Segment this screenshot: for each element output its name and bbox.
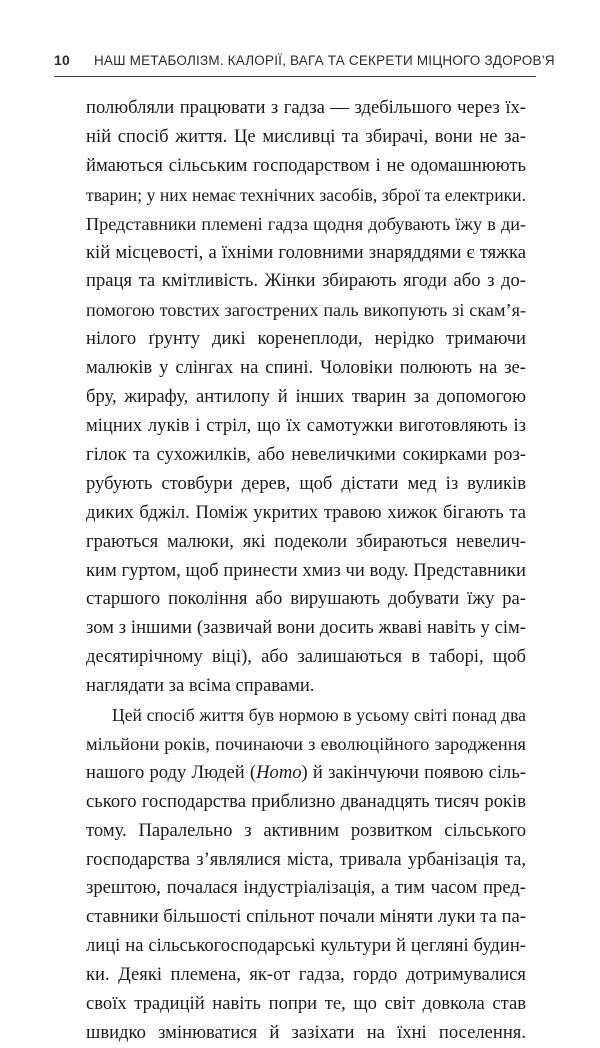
running-header <box>54 48 555 72</box>
text-line: міцних луків і стріл, що їх самотужки виготовляють із <box>86 414 526 436</box>
text-line: гілок та сухожилків, або невеличкими сокирками роз- <box>86 443 526 465</box>
page-number: 10 <box>54 52 70 68</box>
text-line: кій місцевості, а їхніми головними знаряддями є тяжка <box>86 241 526 263</box>
text-line: Цей спосіб життя був нормою в усьому світі понад два <box>112 705 526 726</box>
text-line: мільйони років, починаючи з еволюційного зародження <box>86 733 526 754</box>
text-line: помогою товстих загострених паль викопують зі скам’я- <box>86 300 526 321</box>
text-line: малюків у слінгах на спині. Чоловіки полюють на зе- <box>86 357 526 379</box>
text-line: диких бджіл. Поміж укритих травою хижок бігають та <box>86 501 526 523</box>
text-line: тварин; у них немає технічних засобів, зброї та електрики. <box>86 184 526 205</box>
text-line: ній спосіб життя. Це мисливці та збирачі, вони не за- <box>86 125 526 147</box>
paragraph-1 <box>86 94 526 701</box>
text-line: полюбляли працювати з гадза — здебільшого через їх- <box>86 97 526 118</box>
header-rule <box>54 76 536 77</box>
text-line: господарства з’являлися міста, тривала урбанізація та, <box>86 848 526 870</box>
text-line: бру, жирафу, антилопу й інших тварин за допомогою <box>86 386 526 408</box>
text-line: ймаються сільським господарством і не одомашнюють <box>86 154 526 176</box>
body-text <box>86 94 526 1048</box>
text-line: тому. Паралельно з активним розвитком сільського <box>86 819 526 841</box>
text-line: ського господарства приблизно дванадцять тисяч років <box>86 790 526 812</box>
text-line: десятирічному віці), або залишаються в таборі, щоб <box>86 646 526 668</box>
text-line: граються малюки, які подеколи збираються невелич- <box>86 530 526 552</box>
text-line: нілого ґрунту дикі коренеплоди, нерідко тримаючи <box>86 328 526 350</box>
diamond-ornament-icon <box>79 57 85 63</box>
text-line: ки. Деякі племена, як-от гадза, гордо дотримувалися <box>86 964 526 986</box>
text-line: Представники племені гадза щодня добувають їжу в ди- <box>86 213 526 234</box>
text-line: лиці на сільськогосподарські культури й цегляні будин- <box>86 935 526 957</box>
text-line: зом з іншими (зазвичай вони досить жваві навіть у сім- <box>86 617 526 639</box>
text-line: зрештою, почалася індустріалізація, а тим часом пред- <box>86 877 526 899</box>
text-line: ставники більшості спільнот почали міняти луки та па- <box>86 906 526 928</box>
text-line: старшого покоління або вирушають добувати їжу ра- <box>86 588 526 610</box>
text-line: ким гуртом, щоб принести хмиз чи воду. Представники <box>86 559 526 581</box>
genus-name: Homo <box>256 761 302 783</box>
text-line: своїх традицій навіть попри те, що світ довкола став <box>86 993 526 1015</box>
text-line: рубують стовбури дерев, щоб дістати мед із вуликів <box>86 472 526 494</box>
text-line: праця та кмітливість. Жінки збирають ягоди або з до- <box>86 270 526 292</box>
text-line: швидко змінюватися й зазіхати на їхні поселення. <box>86 1022 526 1043</box>
paragraph-2 <box>86 701 526 1048</box>
running-title: НАШ МЕТАБОЛІЗМ. КАЛОРІЇ, ВАГА ТА СЕКРЕТИ МІЦНОГО ЗДОРОВ’Я <box>93 52 555 68</box>
text-line: наглядати за всіма справами. <box>86 675 315 697</box>
text-line: нашого роду Людей (Homo) й закінчуючи появою сіль- <box>86 761 526 783</box>
